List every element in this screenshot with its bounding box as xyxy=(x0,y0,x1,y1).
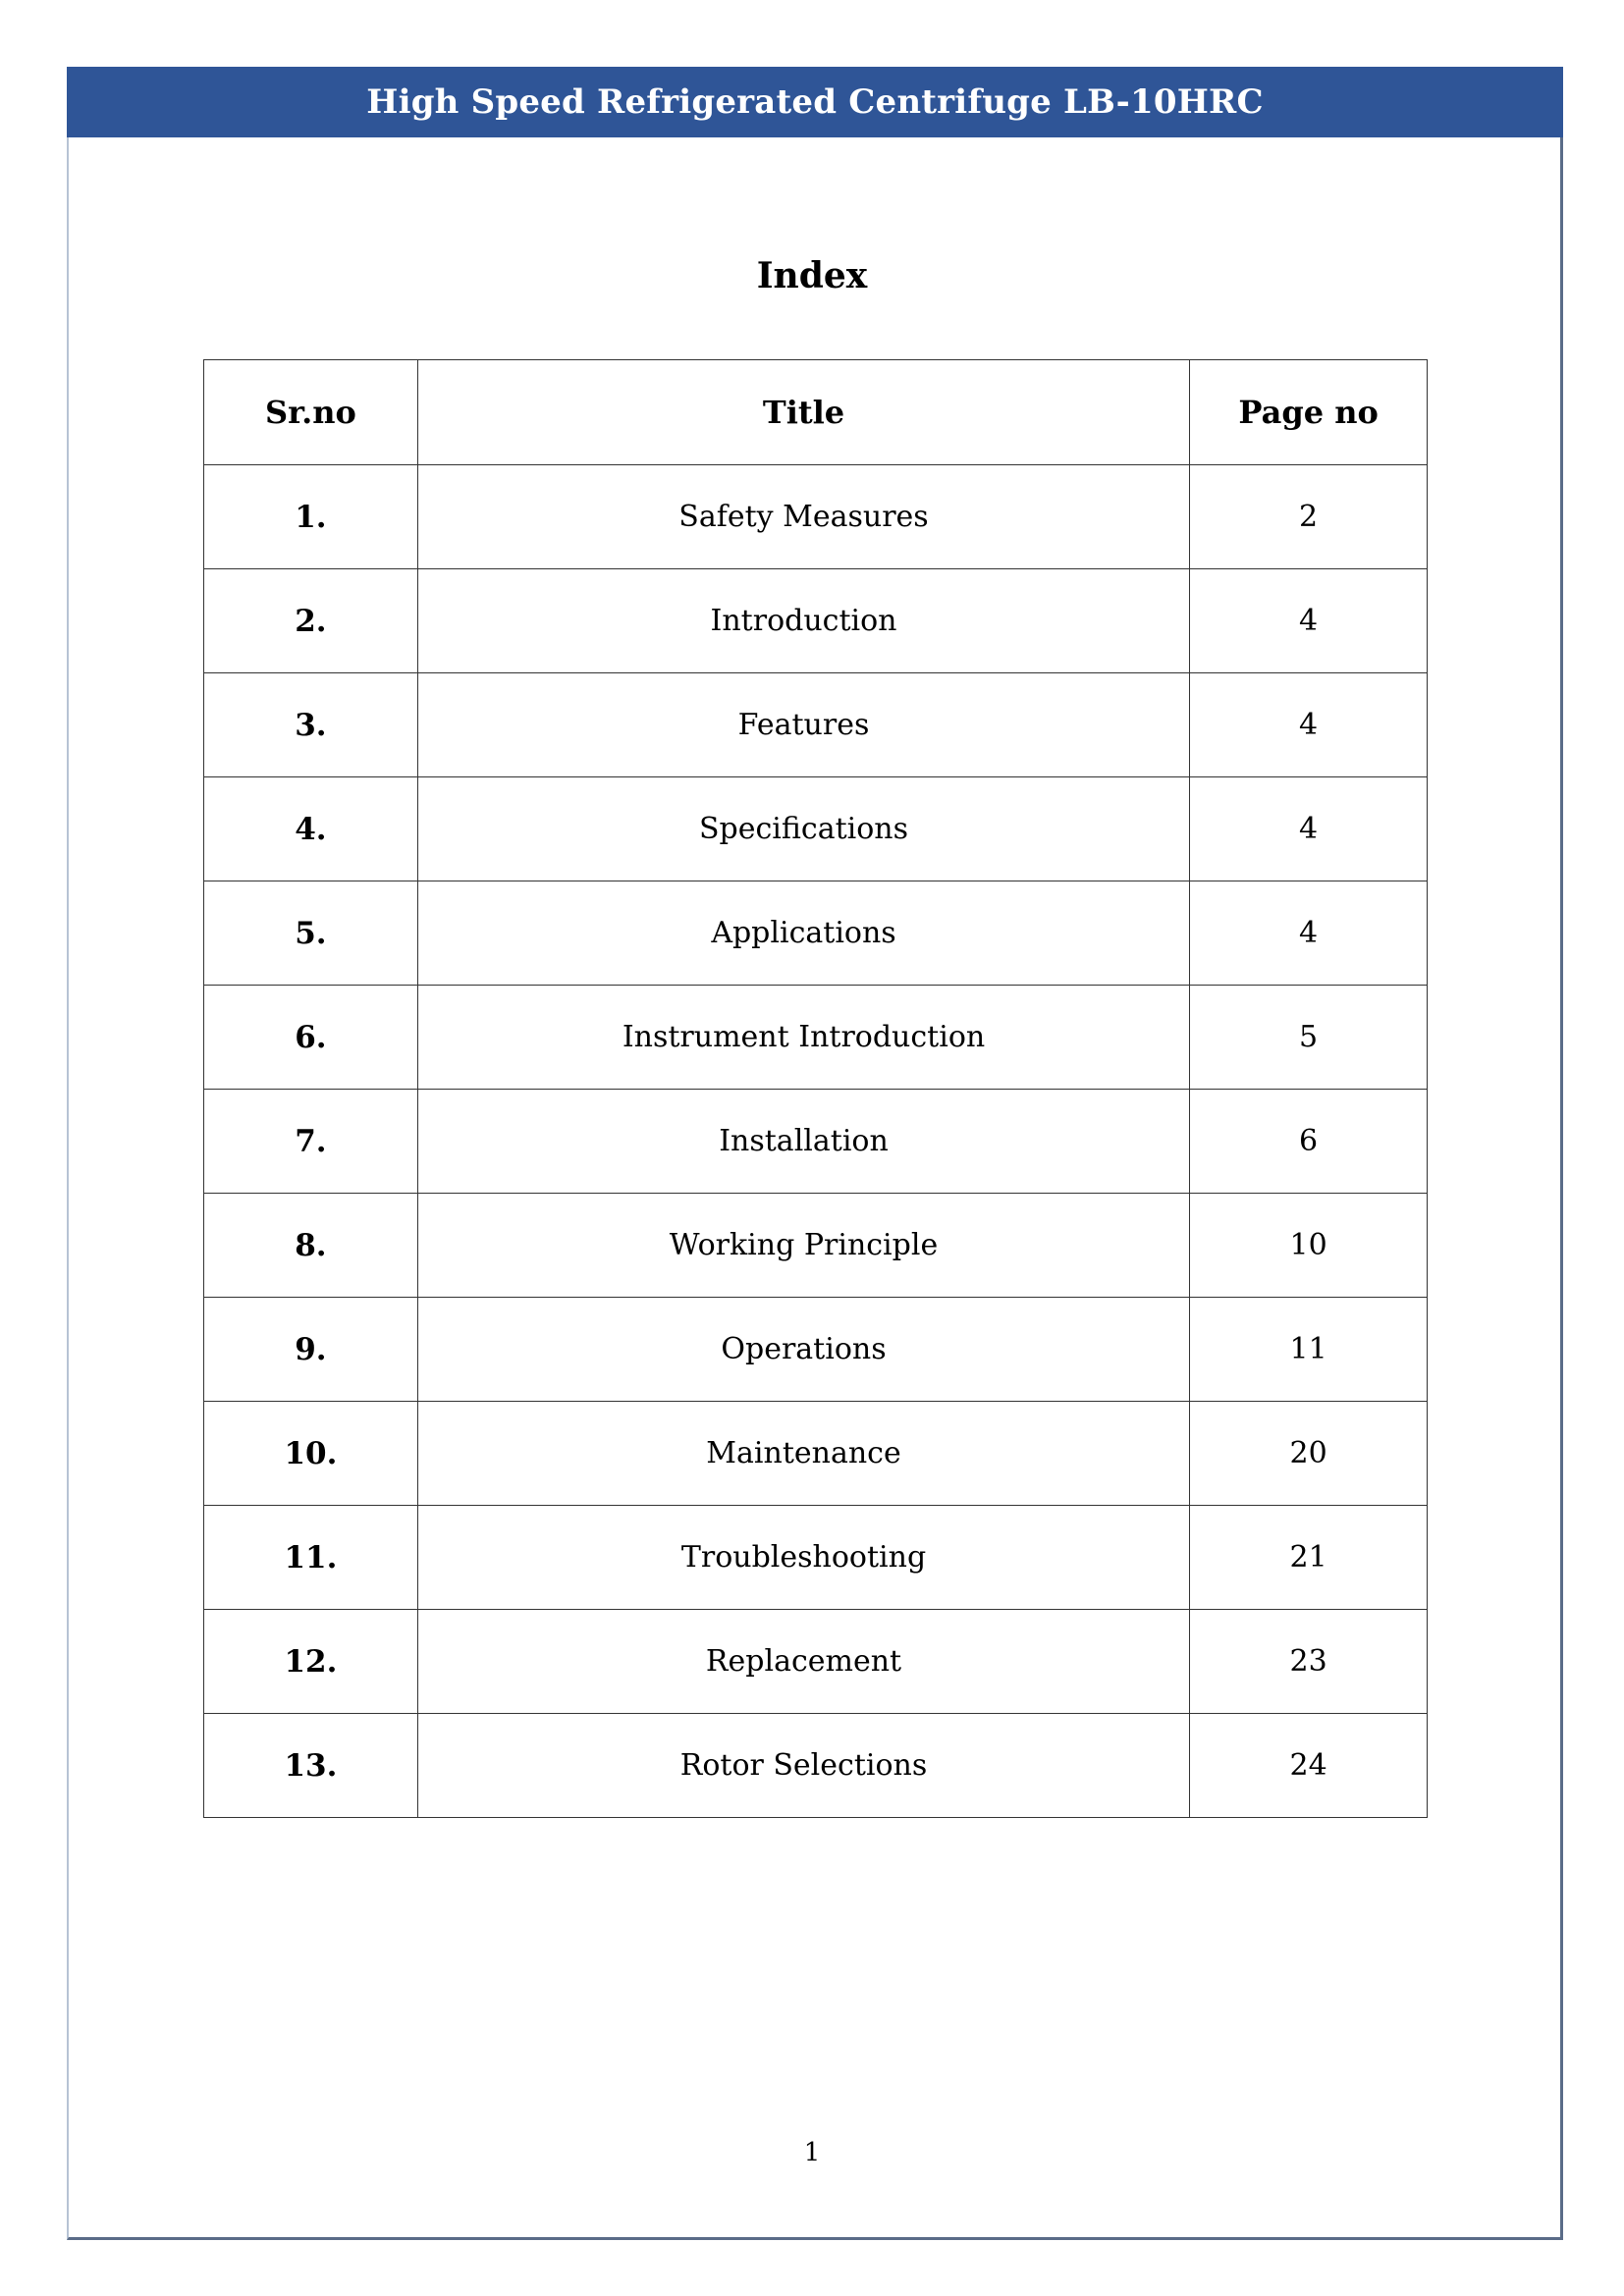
row-title: Replacement xyxy=(417,1610,1189,1714)
table-row xyxy=(204,1610,1428,1714)
row-srno: 10. xyxy=(204,1402,418,1506)
row-srno: 5. xyxy=(204,881,418,986)
table-row xyxy=(204,1402,1428,1506)
row-title: Maintenance xyxy=(417,1402,1189,1506)
row-title: Instrument Introduction xyxy=(417,986,1189,1090)
row-title: Features xyxy=(417,673,1189,777)
row-page: 4 xyxy=(1190,569,1428,673)
row-page: 10 xyxy=(1190,1194,1428,1298)
table-row xyxy=(204,777,1428,881)
column-header-srno: Sr.no xyxy=(204,360,418,465)
table-row xyxy=(204,881,1428,986)
row-page: 4 xyxy=(1190,881,1428,986)
row-srno: 6. xyxy=(204,986,418,1090)
row-page: 20 xyxy=(1190,1402,1428,1506)
row-title: Installation xyxy=(417,1090,1189,1194)
row-srno: 1. xyxy=(204,465,418,569)
table-row xyxy=(204,1298,1428,1402)
row-page: 5 xyxy=(1190,986,1428,1090)
table-row xyxy=(204,465,1428,569)
row-page: 6 xyxy=(1190,1090,1428,1194)
row-srno: 4. xyxy=(204,777,418,881)
table-row xyxy=(204,1714,1428,1818)
row-title: Rotor Selections xyxy=(417,1714,1189,1818)
row-title: Specifications xyxy=(417,777,1189,881)
table-header-row xyxy=(204,360,1428,465)
document-title: High Speed Refrigerated Centrifuge LB-10HRC xyxy=(366,82,1264,122)
table-row xyxy=(204,986,1428,1090)
table-row xyxy=(204,1194,1428,1298)
row-page: 2 xyxy=(1190,465,1428,569)
table-row xyxy=(204,1090,1428,1194)
row-page: 11 xyxy=(1190,1298,1428,1402)
column-header-title: Title xyxy=(417,360,1189,465)
index-table xyxy=(203,359,1428,1818)
row-srno: 9. xyxy=(204,1298,418,1402)
row-title: Working Principle xyxy=(417,1194,1189,1298)
row-title: Operations xyxy=(417,1298,1189,1402)
row-page: 23 xyxy=(1190,1610,1428,1714)
row-page: 4 xyxy=(1190,777,1428,881)
row-title: Troubleshooting xyxy=(417,1506,1189,1610)
row-title: Applications xyxy=(417,881,1189,986)
table-row xyxy=(204,1506,1428,1610)
row-srno: 8. xyxy=(204,1194,418,1298)
row-srno: 12. xyxy=(204,1610,418,1714)
row-title: Introduction xyxy=(417,569,1189,673)
table-row xyxy=(204,673,1428,777)
column-header-page: Page no xyxy=(1190,360,1428,465)
table-row xyxy=(204,569,1428,673)
row-page: 4 xyxy=(1190,673,1428,777)
row-page: 24 xyxy=(1190,1714,1428,1818)
row-srno: 7. xyxy=(204,1090,418,1194)
row-srno: 13. xyxy=(204,1714,418,1818)
row-srno: 3. xyxy=(204,673,418,777)
page-number: 1 xyxy=(803,2138,821,2167)
row-srno: 11. xyxy=(204,1506,418,1610)
row-page: 21 xyxy=(1190,1506,1428,1610)
row-title: Safety Measures xyxy=(417,465,1189,569)
index-heading: Index xyxy=(756,255,868,296)
document-header xyxy=(67,67,1563,137)
row-srno: 2. xyxy=(204,569,418,673)
